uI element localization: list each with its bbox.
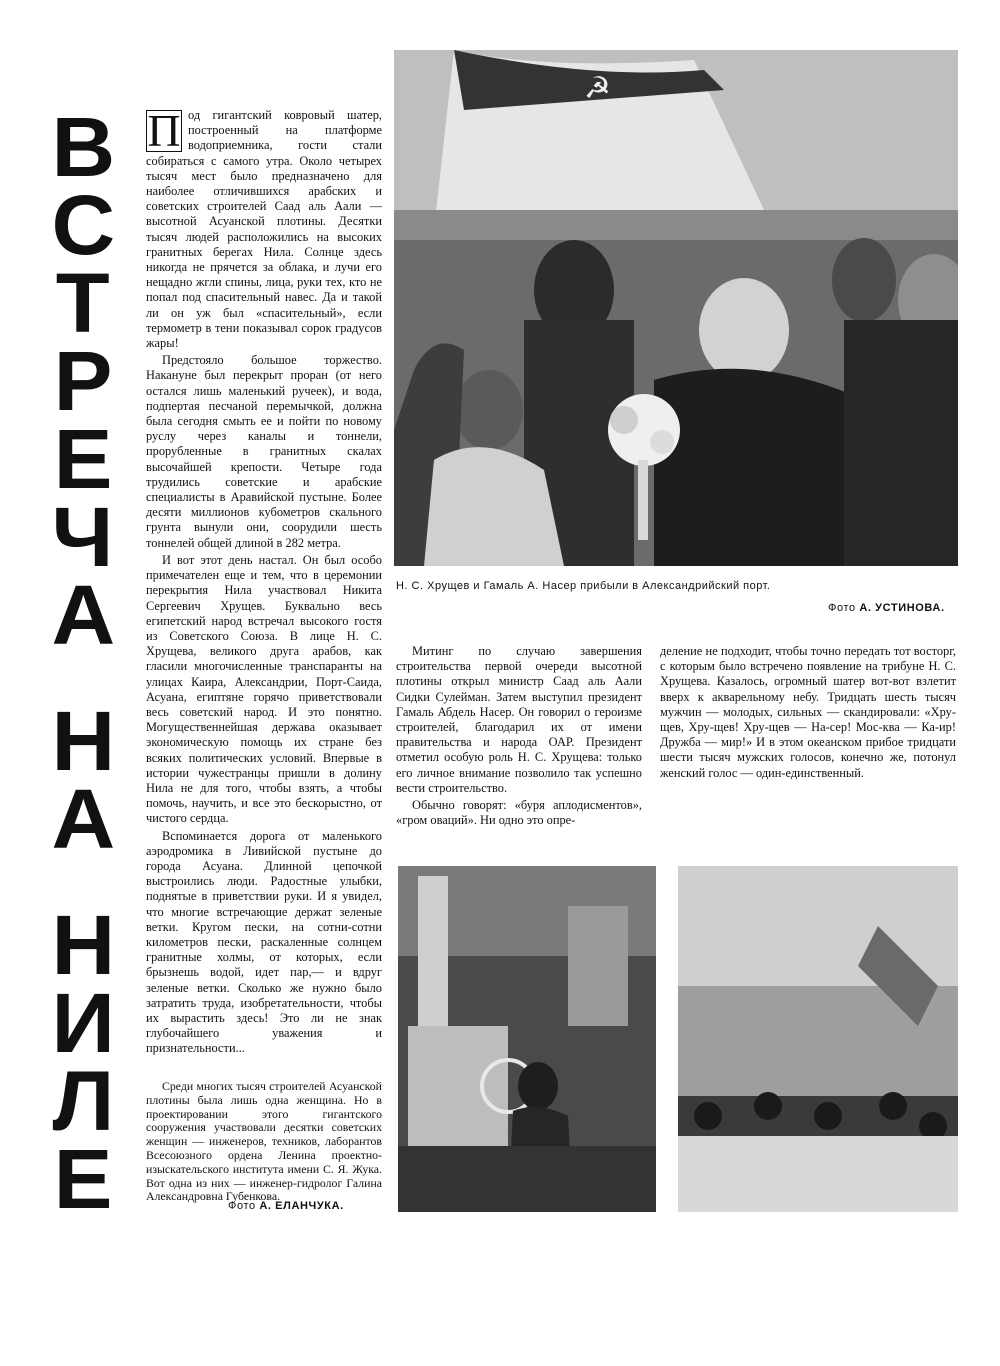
article-paragraph: И вот этот день настал. Он был особо примечателен еще и тем, что в церемонии перекрытия Нила участвовал Никита Сергеевич Хрущев. Буквально весь египетский народ встречал высокого гостя из Советского Союза. В лице Н. С. Хрущева, великого друга арабов, как гласили многочисленные транспаранты на улицах Каира, Александрии, Порт-Саида, Асуана, египтяне горячо приветствовали весь советский народ. И это понятно. Могущественнейшая держава оказывает экономическую помощь их стране без всяких политических условий. Впервые в истории чужестранцы пришли в долину Нила не для того, чтобы взять, а чтобы помочь, научить, и все это бескорыстно, от чистого сердца.: [146, 552, 382, 826]
crowd-photo-image: [678, 866, 958, 1212]
title-letter: Ч: [51, 490, 114, 584]
title-letter: Т: [56, 256, 110, 350]
top-photo: [394, 50, 958, 566]
title-letter: Н: [51, 898, 115, 992]
title-word-2: [51, 694, 115, 866]
title-letter: В: [51, 100, 115, 194]
top-photo-credit: Фото А. УСТИНОВА.: [828, 602, 945, 614]
title-word-1: [51, 100, 115, 662]
title-letter: А: [51, 772, 115, 866]
title-word-3: [51, 898, 115, 1226]
title-letter: И: [51, 976, 115, 1070]
title-letter: Л: [52, 1054, 114, 1148]
article-left-column: [146, 105, 382, 1059]
caption-text: Среди многих тысяч строителей Асуанской плотины была лишь одна женщина. Но в проектировании этого гигантского сооружения участвовали десятки советских женщин — инженеров, техников, лаборантов Всесоюзного ордена Ленина проектно-изыскательского института имени С. Я. Жука. Вот одна из них — инженер-гидролог Галина Александровна Губенкова.: [146, 1079, 382, 1204]
bottom-middle-photo: [398, 866, 656, 1212]
article-paragraph: Обычно говорят: «буря аплодисментов», «гром оваций». Ни одно это опре-: [396, 798, 642, 828]
vertical-title: [38, 100, 128, 1226]
bottom-photo-caption: [146, 1080, 382, 1206]
title-letter: А: [51, 568, 115, 662]
article-right-column: [660, 644, 956, 783]
article-paragraph: деление не подходит, чтобы точно передать тот восторг, с которым было встречено появление на трибуне Н. С. Хрущева. Казалось, огромный шатер вот-вот взлетит вверх к акварельному небу. Тридцать шесть тысяч мужчин — молодых, сильных — скандировали: «Хру-щев, Хру-щев! Хру-щев — На-сер! Мос-ква — Ка-ир! Дружба — мир!» И в этом океанском прибое тридцати шести тысяч мужских голосов, конечно же, потонул женский голос — один-единственный.: [660, 644, 956, 780]
title-letter: Е: [53, 412, 113, 506]
title-letter: Н: [51, 694, 115, 788]
top-photo-caption: Н. С. Хрущев и Гамаль А. Насер прибыли в Александрийский порт.: [396, 580, 771, 592]
title-letter: Р: [53, 334, 113, 428]
svg-text:☭: ☭: [584, 71, 611, 106]
top-photo-image: [394, 50, 958, 566]
article-paragraph: П од гигантский ковровый шатер, построенный на платформе водоприемника, гости стали собираться с самого утра. Около четырех тысяч мест было предназначено для наиболее отличившихся арабских и советских строителей Саад аль Аали — высотной Асуанской плотины. Десятки тысяч людей расположились на высоких гранитных берегах Нила. Солнце здесь никогда не прячется за облака, и лучи его нещадно жгли спины, лица, руки тех, кто не попал под спасительный навес. Да и такой ли он уж был «спасительный», если термометр в тени показывал сорок градусов жары!: [146, 105, 382, 351]
drop-cap: П: [147, 105, 181, 156]
bottom-right-photo: [678, 866, 958, 1212]
article-paragraph: Митинг по случаю завершения строительства первой очереди высотной плотины открыл министр Саад аль Аали Сидки Сулейман. Затем выступил президент Гамаль Абдель Насер. Он говорил о героизме строителей, благодарил их от имени правительства и народа ОАР. Президент отметил особую роль Н. С. Хрущева: только его личное внимание позволило так успешно вести строительство.: [396, 644, 642, 795]
title-letter: Е: [53, 1132, 113, 1226]
engineer-photo-image: [398, 866, 656, 1212]
article-paragraph: Вспоминается дорога от маленького аэродромика в Ливийской пустыне до города Асуана. Длинной цепочкой выстроились люди. Радостные улыбки, поднятые в приветствии руки. И я увидел, что многие встречающие держат зеленые ветки. Кругом пески, на сотни-сотни километров пески, раскаленные солнцем гранитные холмы, от которых, если брызнешь водой, идет пар,— и вдруг зеленые ветки. Сколько же нужно было затратить труда, изобретательности, чтобы их вырастить здесь! Это ли не знак глубочайшего уважения и признательности...: [146, 828, 382, 1056]
bottom-photo-credit: Фото А. ЕЛАНЧУКА.: [228, 1200, 344, 1212]
title-letter: С: [51, 178, 115, 272]
article-paragraph: Предстояло большое торжество. Накануне был перекрыт проран (от него остался лишь маленький ручеек), и вода, подпертая песчаной перемычкой, должна была сегодня смыть ее и пойти по новому руслу через каналы и тоннели, прорубленные в гранитных скалах высочайшей крепости. Четыре года трудились советские и арабские специалисты в Аравийской пустыне. Более десяти миллионов кубометров скального грунта вынули они, соорудили шесть тоннелей общей длиной в 282 метра.: [146, 353, 382, 550]
article-middle-column: [396, 644, 642, 830]
